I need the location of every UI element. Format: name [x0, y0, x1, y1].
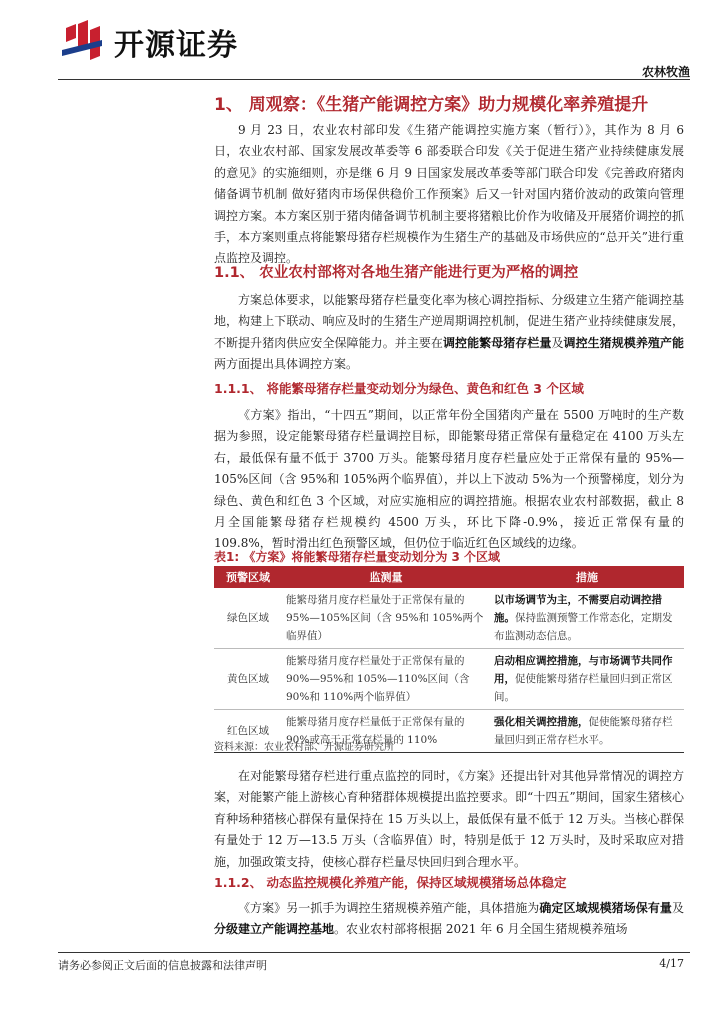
table-row	[214, 649, 684, 710]
brand-logo-mark-icon	[62, 20, 110, 60]
zone-cell: 绿色区域	[214, 588, 282, 649]
table-header-row	[214, 566, 684, 588]
sec112-bold2: 分级建立产能调控基地	[214, 922, 335, 937]
sec111-text: 《方案》指出，“十四五”期间，以正常年份全国猪肉产量在 5500 万吨时的生产数据为参照，设定能繁母猪存栏量调控目标，即能繁母猪正常保有量稳定在 4100 万头左右，最低保有量不低于 3700 万头。能繁母猪月度存栏量应处于正常保有量的 95%—105%区间（含 95%和 105%两个临界值），并以上下波动 5%为一个预警梯度，划分为绿色、黄色和红色 3 个区域，对应实施相应的调控措施。根据农业农村部数据，截止 8 月全国能繁母猪存栏规模约 4500 万头，环比下降-0.9%，接近正常保有量的 109.8%，暂时滑出红色预警区域，但仍位于临近红色区域线的边缘。	[214, 408, 684, 551]
measure-bold: 强化相关调控措施，	[494, 716, 589, 728]
zone-cell: 黄色区域	[214, 649, 282, 710]
intro-text: 9 月 23 日，农业农村部印发《生猪产能调控实施方案（暂行）》，其作为 8 月 6 日，农业农村部、国家发展改革委等 6 部委联合印发《关于促进生猪产业持续健康发展的意见》的实施细则，亦是继 6 月 9 日国家发展改革委等部门联合印发《完善政府猪肉储备调节机制 做好猪肉市场保供稳价工作预案》后又一针对国内猪价波动的政策向管理调控方案。本方案区别于猪肉储备调节机制主要将猪粮比价作为收储及开展猪价调控的抓手，本方案则重点将能繁母猪存栏规模作为生猪生产的基础及市场供应的“总开关”进行重点监控及调控。	[214, 123, 684, 266]
section-1-1-2-paragraph	[214, 898, 684, 942]
post-table-text: 在对能繁母猪存栏进行重点监控的同时，《方案》还提出针对其他异常情况的调控方案，对能繁产能上游核心育种猪群体规模提出监控要求。即“十四五”期间，国家生猪核心育种场种猪核心群保有量保持在 15 万头以上，最低保有量不低于 12 万头。当核心群保有量处于 12 万—13.5 万头（含临界值）时，特别是低于 12 万头时，及时采取应对措施，加强政策支持，使核心群存栏量尽快回归到合理水平。	[214, 769, 684, 869]
table-caption: 表1: 《方案》将能繁母猪存栏量变动划分为 3 个区域	[214, 550, 501, 564]
intro-paragraph	[214, 120, 684, 270]
footer-divider	[58, 952, 690, 953]
section-1-1-paragraph	[214, 290, 684, 376]
monitor-cell: 能繁母猪月度存栏量处于正常保有量的 90%—95%和 105%—110%区间（含 90%和 110%两个临界值）	[282, 649, 490, 710]
measure-rest: 促使能繁母猪存栏量回归到正常存栏水平。	[494, 716, 673, 746]
brand-name: 开源证券	[114, 28, 238, 63]
disclaimer-note: 请务必参阅正文后面的信息披露和法律声明	[58, 959, 267, 972]
heading-1-1-1: 1.1.1、 将能繁母猪存栏量变动划分为绿色、黄色和红色 3 个区域	[214, 381, 584, 396]
measure-cell	[490, 649, 684, 710]
measure-bold: 以市场调节为主，不需要启动调控措施。	[494, 594, 662, 624]
measure-cell	[490, 588, 684, 649]
sec11-bold1: 调控能繁母猪存栏量	[442, 335, 552, 350]
heading-1: 1、 周观察：《生猪产能调控方案》助力规模化率养殖提升	[214, 95, 649, 115]
measure-rest: 促使能繁母猪存栏量回归到正常区间。	[494, 673, 673, 703]
measure-bold: 启动相应调控措施，与市场调节共同作用，	[494, 655, 673, 685]
sec11-text2: 及	[551, 335, 564, 350]
sec11-text1: 方案总体要求，以能繁母猪存栏量变化率为核心调控指标、分级建立生猪产能调控基地，构建上下联动、响应及时的生猪生产逆周期调控机制，促进生猪产业持续健康发展，不断提升猪肉供应安全保障能力。并主要在	[214, 293, 684, 350]
sec112-text1: 《方案》另一抓手为调控生猪规模养殖产能，具体措施为	[238, 901, 540, 915]
zone-cell: 红色区域	[214, 710, 282, 753]
sec11-bold2: 调控生猪规模养殖产能	[563, 335, 684, 350]
section-1-1-1-paragraph	[214, 405, 684, 555]
heading-1-1-2: 1.1.2、 动态监控规模化养殖产能，保持区域规模猪场总体稳定	[214, 875, 567, 890]
col-header-monitor: 监测量	[282, 566, 490, 588]
page-number: 4/17	[659, 957, 684, 970]
sec112-text3: 。农业农村部将根据 2021 年 6 月全国生猪规模养殖场	[334, 922, 628, 937]
table-row	[214, 588, 684, 649]
brand-logo	[62, 20, 272, 63]
post-table-paragraph	[214, 766, 684, 873]
sec112-bold1: 确定区域规模猪场保有量	[539, 901, 672, 915]
col-header-zone: 预警区域	[214, 566, 282, 588]
table-source: 资料来源：农业农村部、开源证券研究所	[214, 742, 394, 753]
measure-rest: 保持监测预警工作常态化，定期发布监测动态信息。	[494, 612, 673, 642]
sec112-text2: 及	[671, 901, 684, 915]
measure-cell	[490, 710, 684, 753]
sec11-text3: 两方面提出具体调控方案。	[214, 357, 359, 372]
zone-measures-table	[214, 566, 684, 753]
col-header-measure: 措施	[490, 566, 684, 588]
heading-1-1: 1.1、 农业农村部将对各地生猪产能进行更为严格的调控	[214, 265, 579, 281]
monitor-cell: 能繁母猪月度存栏量低于正常保有量的 90%或高于正常存栏量的 110%	[282, 710, 490, 753]
section-label: 农林牧渔	[641, 65, 690, 79]
monitor-cell: 能繁母猪月度存栏量处于正常保有量的 95%—105%区间（含 95%和 105%两个临界值）	[282, 588, 490, 649]
header-divider	[58, 79, 690, 80]
